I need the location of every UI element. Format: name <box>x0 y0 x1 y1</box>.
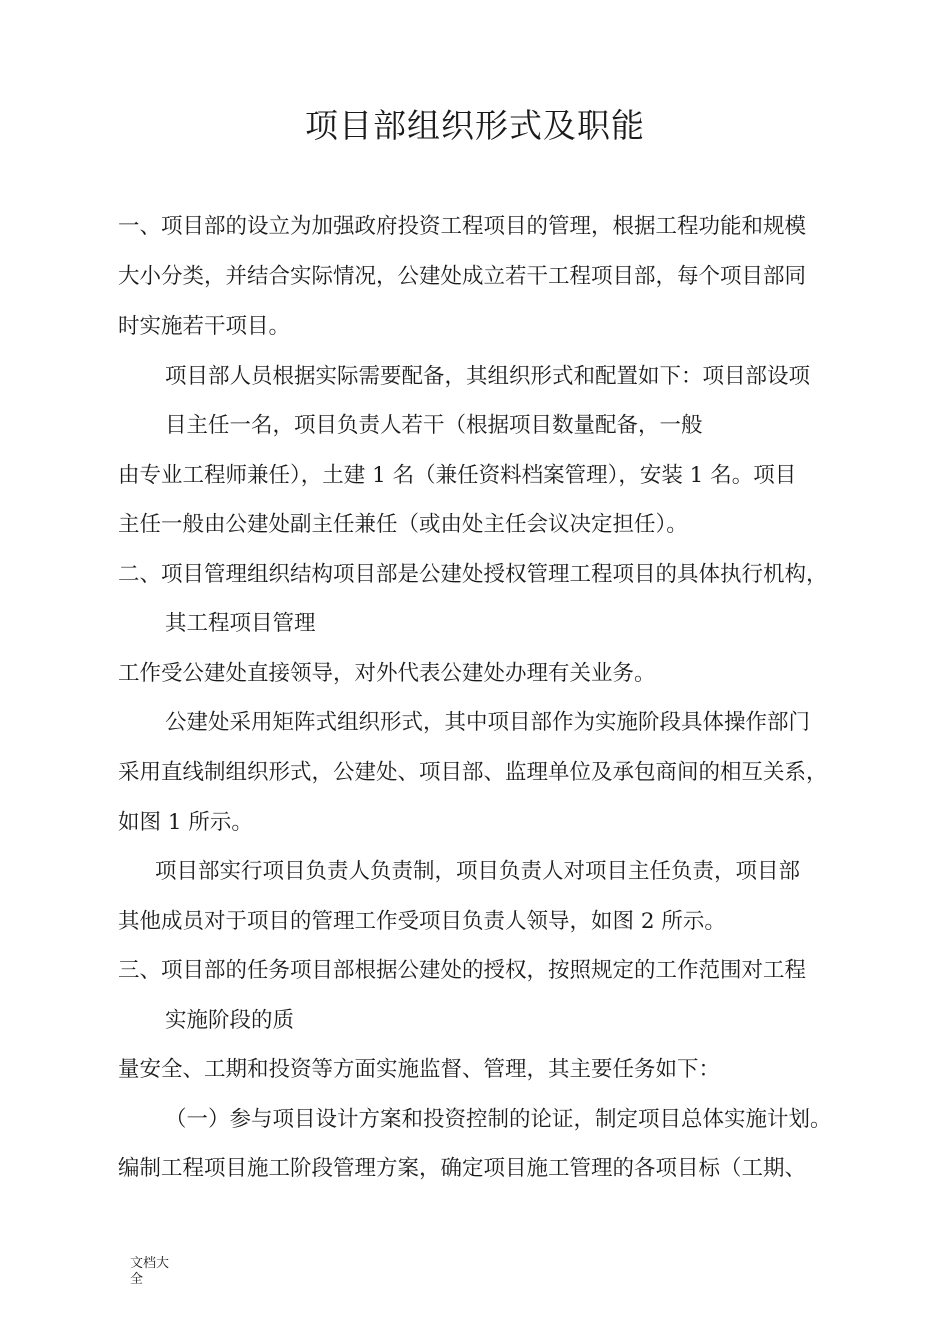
paragraph-line: 项目部人员根据实际需要配备，其组织形式和配置如下：项目部设项 <box>165 364 811 389</box>
paragraph-line: 采用直线制组织形式，公建处、项目部、监理单位及承包商间的相互关系， <box>118 760 828 785</box>
page-footer <box>130 1256 169 1288</box>
paragraph-line: 项目部实行项目负责人负责制，项目负责人对项目主任负责，项目部 <box>155 859 801 884</box>
paragraph-line: 公建处采用矩阵式组织形式，其中项目部作为实施阶段具体操作部门 <box>165 710 811 735</box>
paragraph-line: 二、项目管理组织结构项目部是公建处授权管理工程项目的具体执行机构， <box>118 562 828 587</box>
paragraph-line: 大小分类，并结合实际情况，公建处成立若干工程项目部，每个项目部同 <box>118 264 807 289</box>
document-title: 项目部组织形式及职能 <box>305 106 645 145</box>
footer-label: 全 <box>130 1272 144 1287</box>
paragraph-line: 编制工程项目施工阶段管理方案，确定项目施工管理的各项目标（工期、 <box>118 1156 807 1181</box>
paragraph-line: 其工程项目管理 <box>165 611 316 636</box>
paragraph-line: 如图 1 所示。 <box>118 810 253 835</box>
paragraph-line: 由专业工程师兼任），土建 1 名（兼任资料档案管理），安装 1 名。项目 <box>118 463 797 488</box>
paragraph-line: 主任一般由公建处副主任兼任（或由处主任会议决定担任）。 <box>118 512 688 537</box>
paragraph-line: 目主任一名，项目负责人若干（根据项目数量配备，一般 <box>165 413 703 438</box>
paragraph-line: 实施阶段的质 <box>165 1008 295 1033</box>
paragraph-line: 其他成员对于项目的管理工作受项目负责人领导，如图 2 所示。 <box>118 909 726 934</box>
footer-label: 文档大 <box>130 1256 170 1271</box>
paragraph-line: （一）参与项目设计方案和投资控制的论证，制定项目总体实施计划。 <box>165 1107 832 1132</box>
paragraph-line: 量安全、工期和投资等方面实施监督、管理，其主要任务如下： <box>118 1057 721 1082</box>
paragraph-line: 时实施若干项目。 <box>118 314 291 339</box>
paragraph-line: 一、项目部的设立为加强政府投资工程项目的管理，根据工程功能和规模 <box>118 214 807 239</box>
paragraph-line: 三、项目部的任务项目部根据公建处的授权，按照规定的工作范围对工程 <box>118 958 807 983</box>
paragraph-line: 工作受公建处直接领导，对外代表公建处办理有关业务。 <box>118 661 656 686</box>
